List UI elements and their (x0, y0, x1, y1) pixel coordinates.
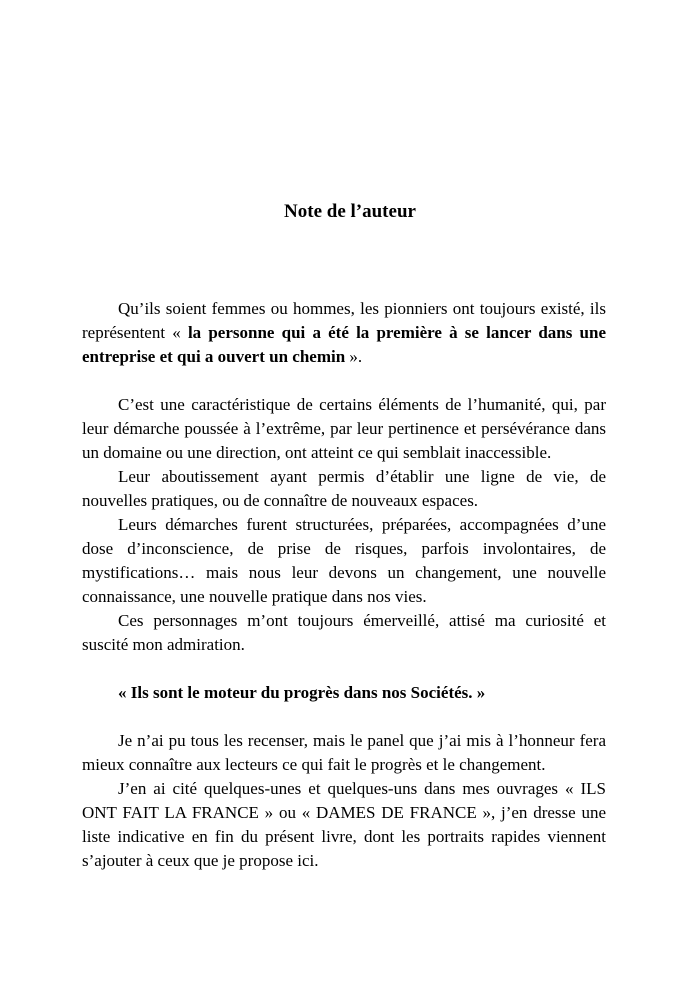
paragraph-gap (82, 657, 606, 681)
paragraph-achievement: Leur aboutissement ayant permis d’établir une ligne de vie, de nouvelles pratiques, ou de connaître de nouveaux espaces. (82, 467, 606, 510)
page-title: Note de l’auteur (284, 201, 416, 222)
paragraph-panel: Je n’ai pu tous les recenser, mais le panel que j’ai mis à l’honneur fera mieux connaître aux lecteurs ce qui fait le progrès et le changement. (82, 731, 606, 774)
paragraph-gap (82, 369, 606, 393)
paragraph-gap (82, 705, 606, 729)
paragraph-works: J’en ai cité quelques-unes et quelques-uns dans mes ouvrages « ILS ONT FAIT LA FRANCE » ou « DAMES DE FRANCE », j’en dresse une liste indicative en fin du présent livre, dont les portraits rapides viennent s’ajouter à ceux que je propose ici. (82, 779, 606, 870)
paragraph-pioneers (82, 297, 606, 369)
body-text (82, 297, 606, 873)
paragraph-pioneers-intro: Qu’ils soient femmes ou hommes, les pionniers ont toujours existé, ils représentent « (82, 299, 606, 342)
paragraph-admiration: Ces personnages m’ont toujours émerveillé, attisé ma curiosité et suscité mon admiration. (82, 611, 606, 654)
paragraph-approaches: Leurs démarches furent structurées, préparées, accompagnées d’une dose d’inconscience, de prise de risques, parfois involontaires, de mystifications… mais nous leur devons un changement, une nouvelle connaissance, une nouvelle pratique dans nos vies. (82, 515, 606, 606)
paragraph-pioneers-definition: la personne qui a été la première à se lancer dans une entreprise et qui a ouvert un chemin (82, 323, 606, 366)
paragraph-pioneers-end: ». (345, 347, 363, 366)
quote-progress: « Ils sont le moteur du progrès dans nos Sociétés. » (118, 683, 486, 702)
paragraph-characteristic: C’est une caractéristique de certains éléments de l’humanité, qui, par leur démarche poussée à l’extrême, par leur pertinence et persévérance dans un domaine ou une direction, ont atteint ce qui semblait inaccessible. (82, 395, 606, 462)
